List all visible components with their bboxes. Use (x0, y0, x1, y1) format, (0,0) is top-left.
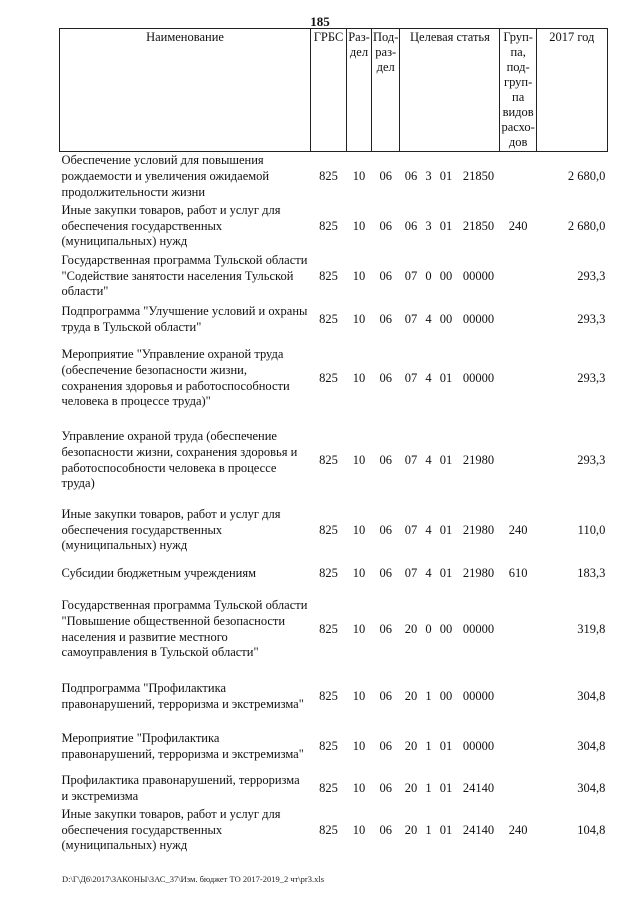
row-target-program: 07 (404, 268, 418, 283)
row-grbs: 825 (319, 218, 338, 233)
row-name: Подпрограмма "Профилактика правонарушений, терроризма и экстремизма" (61, 680, 304, 711)
row-subsection: 06 (379, 738, 392, 753)
row-target-code: 00000 (462, 268, 495, 283)
row-name: Иные закупки товаров, работ и услуг для обеспечения государственных (муниципальных) нужд (61, 507, 281, 553)
row-amount: 304,8 (577, 738, 606, 753)
row-name: Мероприятие "Профилактика правонарушений, терроризма и экстремизма" (61, 730, 304, 761)
table-row (60, 252, 608, 302)
row-target-program: 20 (404, 688, 418, 703)
row-section: 10 (352, 370, 366, 385)
row-target-event: 00 (439, 688, 453, 703)
row-subsection: 06 (379, 370, 392, 385)
row-subsection: 06 (379, 621, 392, 636)
row-amount: 2 680,0 (567, 218, 606, 233)
row-subsection: 06 (379, 452, 392, 467)
table-row (60, 152, 608, 202)
table-row (60, 420, 608, 502)
row-target-event: 01 (439, 780, 453, 795)
row-amount: 110,0 (577, 522, 606, 537)
row-name: Управление охраной труда (обеспечение безопасности жизни, сохранения здоровья и работоспособности человека в процессе труда) (61, 429, 298, 491)
row-target-event: 00 (439, 268, 453, 283)
row-expense-group: 610 (508, 565, 528, 580)
row-expense-group (500, 588, 536, 672)
row-section: 10 (352, 268, 366, 283)
row-target-event: 01 (439, 522, 453, 537)
row-subsection: 06 (379, 780, 392, 795)
row-expense-group: 240 (508, 522, 528, 537)
row-target-event: 01 (439, 218, 453, 233)
row-expense-group (500, 420, 536, 502)
row-target-program: 07 (404, 522, 418, 537)
table-row (60, 338, 608, 420)
budget-table-container (59, 28, 608, 856)
row-name: Профилактика правонарушений, терроризма и экстремизма (61, 772, 300, 803)
row-target-event: 01 (439, 738, 453, 753)
row-target-subprogram: 4 (425, 452, 432, 467)
row-target-program: 06 (404, 168, 418, 183)
row-amount: 293,3 (577, 370, 606, 385)
table-header-row (60, 29, 608, 152)
row-grbs: 825 (319, 370, 338, 385)
row-target-code: 00000 (462, 370, 495, 385)
row-target-subprogram: 4 (425, 565, 432, 580)
table-row (60, 588, 608, 672)
row-name: Государственная программа Тульской области "Повышение общественной безопасности населения и развитие местного самоуправления в Тульской области" (61, 598, 308, 660)
row-grbs: 825 (319, 738, 338, 753)
table-row (60, 672, 608, 722)
row-section: 10 (352, 822, 366, 837)
table-row (60, 202, 608, 252)
table-row (60, 560, 608, 588)
row-target-code: 00000 (462, 621, 495, 636)
row-target-event: 01 (439, 822, 453, 837)
row-target-code: 24140 (462, 780, 495, 795)
row-name: Мероприятие "Управление охраной труда (обеспечение безопасности жизни, сохранения здоровья и работоспособности человека в процессе труда)" (61, 347, 290, 409)
row-target-event: 00 (439, 621, 453, 636)
row-grbs: 825 (319, 168, 338, 183)
row-target-program: 20 (404, 822, 418, 837)
row-amount: 293,3 (577, 452, 606, 467)
row-grbs: 825 (319, 780, 338, 795)
row-amount: 293,3 (577, 311, 606, 326)
row-target-code: 21980 (462, 452, 495, 467)
row-subsection: 06 (379, 218, 392, 233)
row-target-code: 00000 (462, 688, 495, 703)
row-section: 10 (352, 780, 366, 795)
row-section: 10 (352, 311, 366, 326)
row-target-code: 21980 (462, 522, 495, 537)
row-expense-group (500, 302, 536, 338)
row-expense-group: 240 (508, 822, 528, 837)
file-path-footer: D:\Г\Д6\2017\ЗАКОНЫ\ЗАС_37\Изм. бюджет ТО 2017-2019_2 чт\pr3.xls (62, 874, 325, 884)
row-grbs: 825 (319, 688, 338, 703)
row-subsection: 06 (379, 268, 392, 283)
row-target-program: 20 (404, 738, 418, 753)
table-row (60, 772, 608, 806)
header-name: Наименование (60, 29, 311, 152)
row-expense-group (500, 152, 536, 202)
row-grbs: 825 (319, 452, 338, 467)
row-subsection: 06 (379, 565, 392, 580)
row-target-program: 20 (404, 780, 418, 795)
row-target-code: 24140 (462, 822, 495, 837)
row-target-subprogram: 0 (425, 621, 432, 636)
header-section: Раз- дел (347, 29, 372, 152)
row-target-subprogram: 1 (425, 688, 432, 703)
row-subsection: 06 (379, 311, 392, 326)
row-expense-group (500, 338, 536, 420)
row-target-subprogram: 4 (425, 522, 432, 537)
row-amount: 183,3 (577, 565, 606, 580)
row-subsection: 06 (379, 168, 392, 183)
row-expense-group (500, 722, 536, 772)
row-target-program: 07 (404, 311, 418, 326)
row-name: Государственная программа Тульской области "Содействие занятости населения Тульской области" (61, 253, 308, 299)
row-target-program: 07 (404, 452, 418, 467)
row-target-program: 07 (404, 565, 418, 580)
row-grbs: 825 (319, 621, 338, 636)
row-target-event: 01 (439, 168, 453, 183)
table-row (60, 302, 608, 338)
row-name: Субсидии бюджетным учреждениям (61, 565, 257, 580)
budget-table (59, 28, 608, 856)
row-target-code: 21850 (462, 218, 495, 233)
row-grbs: 825 (319, 565, 338, 580)
row-section: 10 (352, 565, 366, 580)
row-target-subprogram: 3 (425, 168, 432, 183)
row-grbs: 825 (319, 311, 338, 326)
row-amount: 293,3 (577, 268, 606, 283)
row-target-program: 07 (404, 370, 418, 385)
row-target-program: 20 (404, 621, 418, 636)
row-name: Обеспечение условий для повышения рождаемости и увеличения ожидаемой продолжительности жизни (61, 153, 270, 199)
row-section: 10 (352, 452, 366, 467)
header-grbs: ГРБС (311, 29, 347, 152)
row-expense-group (500, 672, 536, 722)
row-amount: 304,8 (577, 780, 606, 795)
row-target-subprogram: 4 (425, 311, 432, 326)
header-group: Груп- па, под- груп- па видов расхо- дов (500, 29, 536, 152)
row-target-subprogram: 3 (425, 218, 432, 233)
row-target-code: 00000 (462, 738, 495, 753)
row-target-event: 01 (439, 565, 453, 580)
table-row (60, 806, 608, 856)
row-target-event: 01 (439, 370, 453, 385)
row-expense-group (500, 252, 536, 302)
row-target-subprogram: 1 (425, 780, 432, 795)
row-expense-group: 240 (508, 218, 528, 233)
row-subsection: 06 (379, 688, 392, 703)
row-target-code: 00000 (462, 311, 495, 326)
row-target-code: 21850 (462, 168, 495, 183)
row-target-event: 01 (439, 452, 453, 467)
row-target-program: 06 (404, 218, 418, 233)
row-section: 10 (352, 738, 366, 753)
row-section: 10 (352, 168, 366, 183)
row-section: 10 (352, 522, 366, 537)
row-subsection: 06 (379, 822, 392, 837)
header-year: 2017 год (536, 29, 607, 152)
row-target-code: 21980 (462, 565, 495, 580)
row-grbs: 825 (319, 822, 338, 837)
row-target-subprogram: 1 (425, 822, 432, 837)
row-section: 10 (352, 688, 366, 703)
row-grbs: 825 (319, 522, 338, 537)
row-section: 10 (352, 621, 366, 636)
row-target-subprogram: 4 (425, 370, 432, 385)
header-subsection: Под- раз- дел (372, 29, 400, 152)
row-grbs: 825 (319, 268, 338, 283)
page-number: 185 (310, 14, 330, 29)
row-target-subprogram: 1 (425, 738, 432, 753)
table-row (60, 502, 608, 560)
row-name: Иные закупки товаров, работ и услуг для обеспечения государственных (муниципальных) нужд (61, 203, 281, 249)
row-name: Подпрограмма "Улучшение условий и охраны труда в Тульской области" (61, 303, 308, 334)
row-target-event: 00 (439, 311, 453, 326)
row-section: 10 (352, 218, 366, 233)
header-target: Целевая статья (400, 29, 500, 152)
row-amount: 104,8 (577, 822, 606, 837)
row-target-subprogram: 0 (425, 268, 432, 283)
row-name: Иные закупки товаров, работ и услуг для обеспечения государственных (муниципальных) нужд (61, 807, 281, 853)
row-subsection: 06 (379, 522, 392, 537)
table-row (60, 722, 608, 772)
row-amount: 2 680,0 (567, 168, 606, 183)
row-expense-group (500, 772, 536, 806)
row-amount: 304,8 (577, 688, 606, 703)
row-amount: 319,8 (577, 621, 606, 636)
